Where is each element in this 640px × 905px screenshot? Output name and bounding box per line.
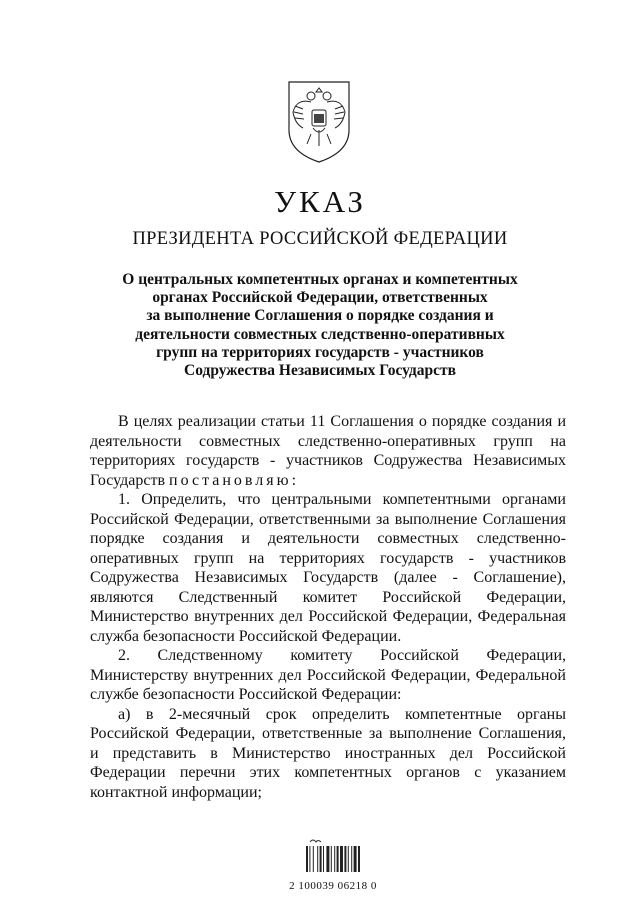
- body-line: оперативных групп на территориях государств - участников: [90, 549, 566, 567]
- body-line: 1. Определить, что центральными компетентными органами: [118, 491, 566, 508]
- heading-line: групп на территориях государств - участников: [156, 343, 484, 361]
- body-line: являются Следственный комитет Российской Федерации,: [90, 588, 566, 606]
- document-title: УКАЗ: [274, 184, 366, 219]
- barcode-bar: [337, 846, 339, 872]
- heading-line: органах Российской Федерации, ответственных: [152, 289, 488, 307]
- signature-mark: [310, 840, 321, 842]
- heading-line: Содружества Независимых Государств: [184, 362, 456, 380]
- heading-line: деятельности совместных следственно-оперативных: [135, 325, 505, 343]
- body-line: а) в 2-месячный срок определить компетентные органы: [118, 705, 566, 723]
- barcode-bar: [320, 846, 322, 872]
- body-line: службе безопасности Российской Федерации:: [90, 686, 402, 703]
- heading-line: за выполнение Соглашения о порядке создания и: [146, 307, 494, 325]
- barcode-bar: [334, 846, 335, 872]
- barcode-bar: [317, 846, 318, 872]
- barcode-bar: [348, 846, 349, 872]
- body-line: Министерству внутренних дел Российской Федерации, Федеральной: [90, 666, 566, 684]
- barcode-bar: [306, 846, 308, 872]
- body-line: Министерство внутренних дел Российской Федерации, Федеральная: [90, 608, 566, 625]
- barcode-bar: [323, 846, 324, 872]
- heading-line: О центральных компетентных органах и компетентных: [122, 271, 518, 288]
- body-line: деятельности совместных следственно-оперативных групп на: [90, 432, 566, 450]
- document-heading: [80, 271, 560, 380]
- barcode-bar: [344, 846, 346, 872]
- barcode-bar: [340, 846, 343, 872]
- barcode-bar: [326, 846, 329, 872]
- body-line: служба безопасности Российской Федерации.: [90, 627, 402, 645]
- body-line: и представить в Министерство иностранных дел Российской: [90, 744, 566, 762]
- body-line: порядке создания и деятельности совместных следственно-: [90, 530, 566, 547]
- barcode-bar: [331, 846, 332, 872]
- barcode-number: 2 100039 06218 0: [289, 880, 377, 892]
- body-line: территориях государств - участников Содружества Независимых: [90, 452, 566, 469]
- decree-word: постановляю:: [169, 471, 300, 489]
- body-line: 2. Следственному комитету Российской Федерации,: [118, 647, 566, 664]
- document-subtitle: ПРЕЗИДЕНТА РОССИЙСКОЙ ФЕДЕРАЦИИ: [132, 229, 508, 249]
- barcode-bar: [354, 846, 357, 872]
- document-body: [90, 412, 566, 802]
- barcode-bar: [309, 846, 310, 872]
- body-line: Содружества Независимых Государств (далее - Соглашение),: [90, 569, 566, 586]
- body-line: контактной информации;: [90, 783, 262, 801]
- state-emblem: [281, 78, 357, 164]
- body-line: Российской Федерации, ответственными за выполнение Соглашения: [90, 510, 566, 528]
- barcode-bar: [313, 846, 314, 872]
- barcode-bar: [351, 846, 352, 872]
- barcode-bar: [358, 846, 360, 872]
- body-line: Российской Федерации, ответственные за выполнение Соглашения,: [90, 725, 566, 742]
- body-line: В целях реализации статьи 11 Соглашения о порядке создания и: [118, 413, 566, 430]
- barcode: [288, 838, 378, 892]
- body-text: Государств: [90, 471, 166, 489]
- barcode-bars: [288, 838, 378, 874]
- body-line: Федерации перечни этих компетентных органов с указанием: [90, 764, 566, 781]
- body-line: [90, 471, 566, 491]
